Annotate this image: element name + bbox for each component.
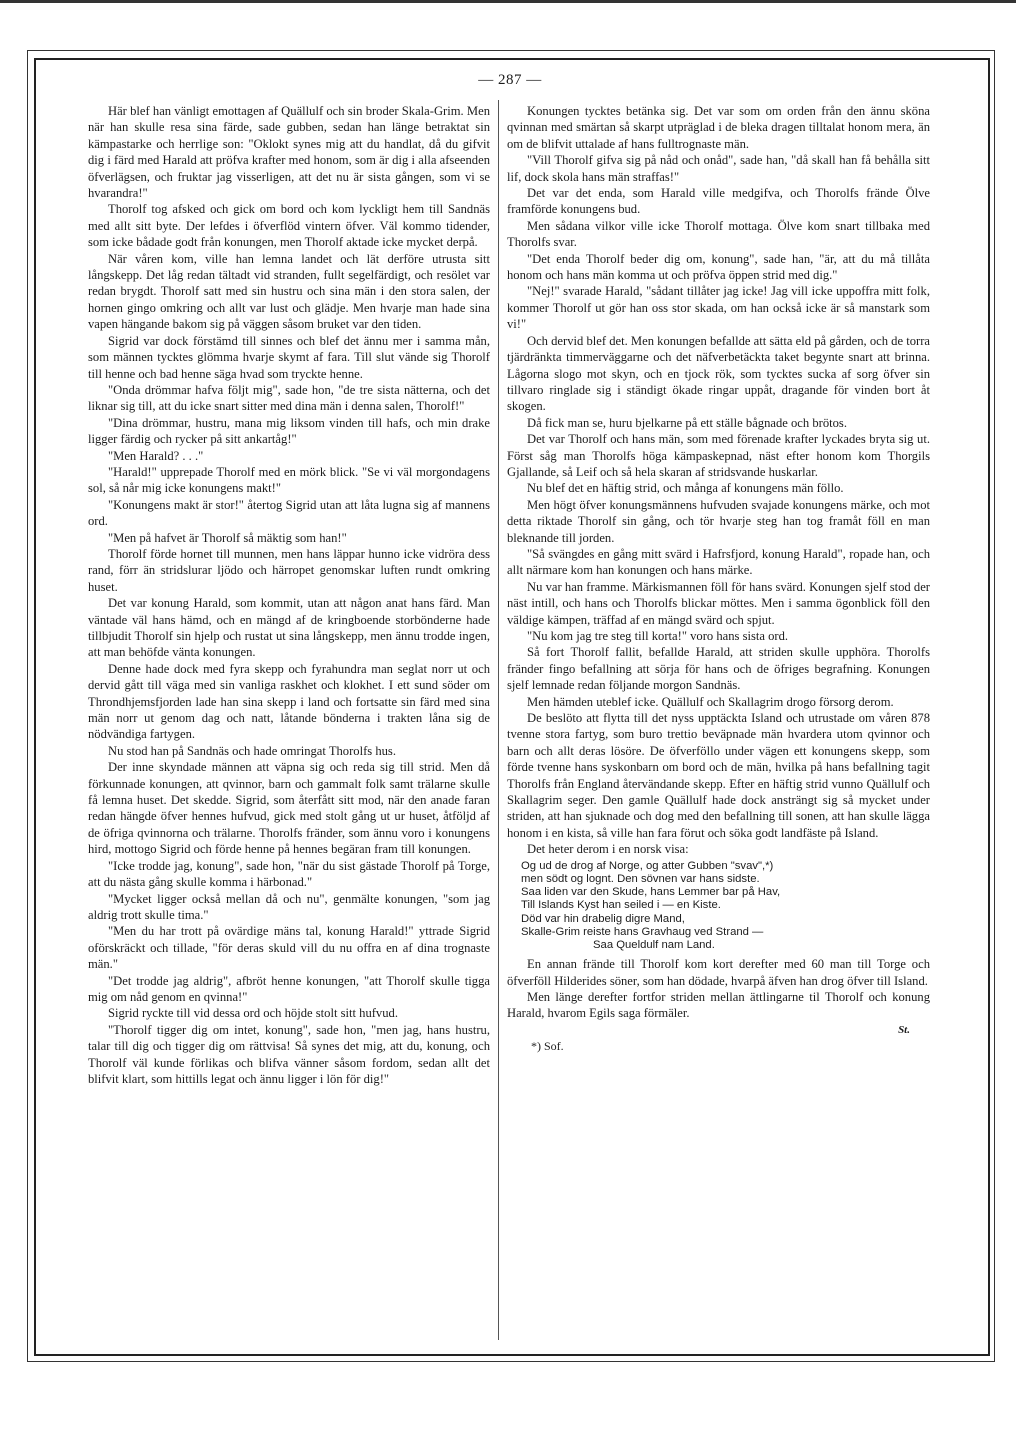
paragraph: "Det trodde jag aldrig", afbröt henne konungen, "att Thorolf skulle tigga mig om nåd genom en qvinna!" xyxy=(88,973,490,1004)
paragraph: När våren kom, ville han lemna landet och lät derföre utrusta sitt långskepp. Det låg redan tältadt vid stranden, fullt segelfärdigt, och resölet var redan brygdt. Thorolf satt med sin hustru och sina män i den stora salen, der hornen gingo omkring och allt var lust och glädje. Men hvarje man hade sina vapen hängande bakom sig på väggen såsom bruket var den tiden. xyxy=(88,251,490,332)
footnote: *) Sof. xyxy=(531,1039,564,1054)
paragraph: Nu stod han på Sandnäs och hade omringat Thorolfs hus. xyxy=(108,743,396,758)
paragraph: "Men på hafvet är Thorolf så mäktig som han!" xyxy=(108,530,347,545)
paragraph: "Thorolf tigger dig om intet, konung", sade hon, "men jag, hans hustru, talar till dig och tigger dig om rättvisa! Så synes det mig, att du, konung, och Thorolf väl kunde förlikas och blifva vänner såsom fordom, sedan allt det blifvit klart, som hittills legat och ännu ligger i lön för dig!" xyxy=(88,1022,490,1086)
column-divider xyxy=(498,100,499,1340)
poem-line: Död var hin drabelig digre Mand, xyxy=(521,912,685,925)
paragraph: Der inne skyndade männen att väpna sig och reda sig till strid. Men då förkunnade konungen, att qvinnor, barn och gammalt folk samt trälarne skulle få lemna huset. Det skedde. Sigrid, som återfått sitt mod, när den anade faran redan hängde öfver hennes hufvud, gick med stolt gång ut ur huset, åtföljd af de öfriga qvinnorna och trälarne. Thorolfs fränder, som ännu voro i konungens hird, mottogo Sigrid och förde henne på hennes begäran fram till konungen. xyxy=(88,760,490,857)
left-column xyxy=(88,103,490,1087)
paragraph: Men hämden uteblef icke. Quällulf och Skallagrim drogo försorg derom. xyxy=(527,694,894,709)
paragraph: Thorolf förde hornet till munnen, men hans läppar hunno icke vidröra dess rand, förr än stridslurar ljödo och härropet genomskar luften rundt omkring huset. xyxy=(88,546,490,594)
paragraph: Men länge derefter fortfor striden mellan ättlingarne til Thorolf och konung Harald, hvarom Egils saga förmäler. xyxy=(507,989,930,1021)
paragraph: De beslöto att flytta till det nyss upptäckta Island och utrustade om våren 878 tvenne stora fartyg, som buro trettio beväpnade män hvardera utom qvinnor och barn och allt deras lösöre. De öfverföllo under vägen ett konungens skepp, som förde tvenne hans syskonbarn om bord och de män, hvilka på hans befallning tagit Thorolfs från England återvändande skepp. Efter en häftig strid vunno Quällulf och Skallagrim seger. Den gamle Quällulf hade dock ansträngt sig så mycket under striden, att han sjuknade och dog med den befallning till sonen, att han skulle lägga honom i en kista, så ville han fara förut och söka godt landfäste på Island. xyxy=(507,711,930,840)
paragraph: Nu blef det en häftig strid, och många af konungens män föllo. xyxy=(527,481,844,496)
paragraph: Det var konung Harald, som kommit, utan att någon anat hans färd. Man väntade väl hans hämd, och en mängd af de kringboende storbönderne hade tillbjudit Thorolf sin hjelp och rustat ut sina långskepp, men ännu trodde ingen, att man behöfde vänta konungen. xyxy=(88,596,490,660)
paragraph: "Dina drömmar, hustru, mana mig liksom vinden till hafs, och min drake ligger färdig och rycker på sitt ankartåg!" xyxy=(88,415,490,447)
paragraph: "Mycket ligger också mellan då och nu", genmälte konungen, "som jag aldrig trott skulle tima." xyxy=(88,891,490,922)
paragraph: "Vill Thorolf gifva sig på nåd och onåd", sade han, "då skall han få behålla sitt lif, dock skola hans män straffas!" xyxy=(507,153,930,184)
paragraph: "Icke trodde jag, konung", sade hon, "när du sist gästade Thorolf på Torge, att du nästa gång skulle komma i härbonad." xyxy=(88,858,490,890)
paragraph: "Så svängdes en gång mitt svärd i Hafrsfjord, konung Harald", ropade han, och allt närmare kom han konungen och hans märke. xyxy=(507,546,930,578)
poem-line: Og ud de drog af Norge, og atter Gubben "svav",*) xyxy=(521,859,774,872)
paragraph: Då fick man se, huru bjelkarne på ett ställe bågnade och brötos. xyxy=(527,415,847,430)
right-column xyxy=(507,103,930,1055)
paragraph: Sigrid var dock förstämd till sinnes och blef det ännu mer i samma mån, som männen tycktes glömma hvarje skymt af fara. Till slut vände sig Thorolf till henne och bad henne säga hvad som tryckte henne. xyxy=(88,333,490,381)
page-number: — 287 — xyxy=(478,72,542,88)
paragraph: Det heter derom i en norsk visa: xyxy=(527,842,689,857)
paragraph: "Konungens makt är stor!" återtog Sigrid utan att låta lugna sig af mannens ord. xyxy=(88,497,490,529)
poem-line: men södt og lognt. Den sövnen var hans sidste. xyxy=(521,872,760,885)
paragraph: Denne hade dock med fyra skepp och fyrahundra man seglat norr ut och dervid gått till väga med sin vanliga raskhet och klokhet. I ett sund söder om Throndhjemsfjorden lade han sina skepp i land och fortsatte sin färd med sina män norr ut genom dag och natt, låtande bönderna i trakten låna sig de nödvändiga fartygen. xyxy=(88,661,490,742)
paragraph: "Det enda Thorolf beder dig om, konung", sade han, "är, att du må tillåta honom och hans män komma ut och pröfva öppen strid med dig." xyxy=(507,251,930,283)
paragraph: "Harald!" upprepade Thorolf med en mörk blick. "Se vi väl morgondagens sol, så når mig icke konungens makt!" xyxy=(88,464,490,496)
paragraph: Här blef han vänligt emottagen af Quällulf och sin broder Skala-Grim. Men när han skulle resa sina färde, sade gubben, sedan han länge betraktat sin kämpastarke och herrlige son: "Oklokt synes mig att du handlat, då du gifvit dig i färd med Harald att pröfva krafter med honom, som är dig i alla afseenden öfverlägsen, och fruktar jag visserligen, att det nu är sista gången, som vi se hvarandra!" xyxy=(88,104,490,201)
paragraph: Och dervid blef det. Men konungen befallde att sätta eld på gården, och de torra tjärdränkta timmerväggarne och det näfverbetäckta taket begynte snart att brinna. Lågorna slogo mot skyn, och en tjock rök, som tycktes sucka af sorg öfver sin tillvaro ringlade sig i ständigt ökade ringar uppåt, dragande för vinden bort åt skogen. xyxy=(507,333,930,414)
paragraph: "Nej!" svarade Harald, "sådant tillåter jag icke! Jag vill icke uppoffra mitt folk, kommer Thorolf ut gör han oss stor skada, om han också icke är så manstark som vi!" xyxy=(507,284,930,332)
author-signature: St. xyxy=(898,1023,910,1036)
paragraph: Det var det enda, som Harald ville medgifva, och Thorolfs frände Ölve framförde konungens bud. xyxy=(507,186,930,217)
paragraph: Men högt öfver konungsmännens hufvuden svajade konungens märke, och mot detta riktade Thorolf sin gång, och tör hvarje steg han tog framåt föll en man bleknande till jorden. xyxy=(507,497,930,545)
poem-line: Skalle-Grim reiste hans Gravhaug ved Strand — xyxy=(521,925,764,938)
paragraph: Sigrid ryckte till vid dessa ord och höjde stolt sitt hufvud. xyxy=(108,1006,398,1021)
paragraph: Konungen tycktes betänka sig. Det var som om orden från den ännu sköna qvinnan med smärtan så skarpt utpräglad i de bleka dragen tilltalat honom mera, än om de blifvit uttalade af hans fulltrognaste män. xyxy=(507,104,930,151)
poem-line: Saa Queldulf nam Land. xyxy=(593,938,715,951)
paragraph: "Men Harald? . . ." xyxy=(108,448,204,463)
paragraph: Nu var han framme. Märkismannen föll för hans svärd. Konungen sjelf stod der näst intill, och hans och Thorolfs blickar möttes. Men i samma ögonblick föll den väldige kämpen, träffad af en mängd svärd och spjut. xyxy=(507,579,930,627)
paragraph: En annan frände till Thorolf kom kort derefter med 60 man till Torge och öfverföll Hilderides söner, som han dödade, hvarpå äfven han drog öfver till Island. xyxy=(507,957,930,988)
top-rule xyxy=(0,0,1016,3)
paragraph: "Men du har trott på ovärdige mäns tal, konung Harald!" yttrade Sigrid oförskräckt och tillade, "för deras skuld vill du nu offra en af dina trognaste män." xyxy=(88,924,490,972)
paragraph: Det var Thorolf och hans män, som med förenade krafter lyckades bryta sig ut. Först såg man Thorolfs höga kämpaskepnad, näst efter honom kom Thorgils Gjallande, så Leif och så hela skaran af stridsvande huskarlar. xyxy=(507,432,930,479)
paragraph: Men sådana vilkor ville icke Thorolf mottaga. Ölve kom snart tillbaka med Thorolfs svar. xyxy=(507,218,930,250)
poem xyxy=(521,860,930,952)
poem-line: Saa liden var den Skude, hans Lemmer bar på Hav, xyxy=(521,886,781,899)
paragraph: "Nu kom jag tre steg till korta!" voro hans sista ord. xyxy=(527,629,789,643)
paragraph: Så fort Thorolf fallit, befallde Harald, att striden skulle upphöra. Thorolfs fränder fingo befallning att sörja för hans och de öfriges begrafning. Konungen sjelf lemnade redan följande morgon Sandnäs. xyxy=(507,645,930,693)
paragraph: Thorolf tog afsked och gick om bord och kom lyckligt hem till Sandnäs med allt sitt byte. Der lefdes i öfverflöd vintern öfver. Väl kommo tidender, som icke bådade godt från konungen, men Thorolf aktade icke mycket derpå. xyxy=(88,202,490,250)
paragraph: "Onda drömmar hafva följt mig", sade hon, "de tre sista nätterna, och det liknar sig till, att du icke snart sitter med dina män i denna salen, Thorolf!" xyxy=(88,382,490,414)
poem-line: Till Islands Kyst han seiled i — en Kiste. xyxy=(521,899,721,912)
